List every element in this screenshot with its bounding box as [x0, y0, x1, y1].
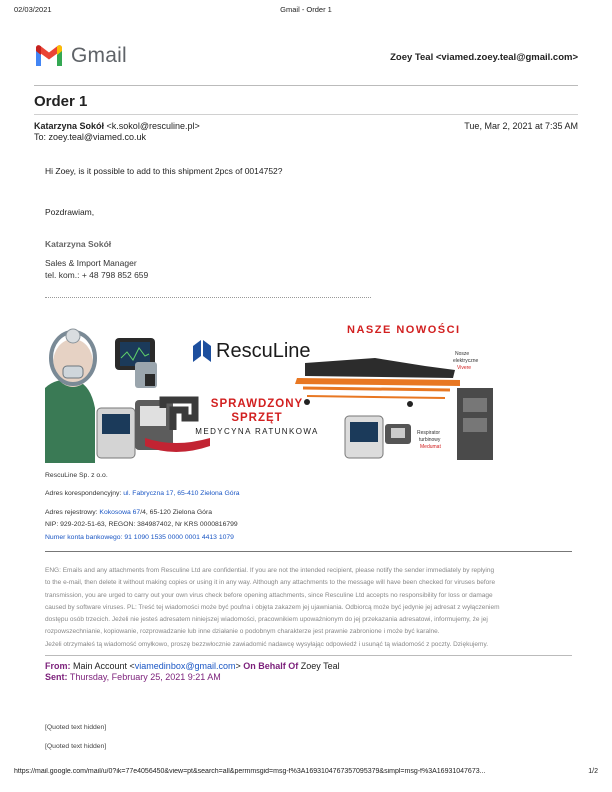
- signature-divider: [45, 297, 371, 298]
- note-ventilator-1: Respirator: [417, 430, 441, 436]
- gmail-logo-icon[interactable]: [34, 44, 64, 68]
- recipient-line: To: zoey.teal@viamed.co.uk: [34, 132, 147, 142]
- respirator-person-image: [45, 329, 95, 463]
- note-stretcher-1: Nosze: [455, 351, 470, 357]
- subject-divider: [34, 114, 578, 115]
- from-label: From:: [45, 661, 71, 671]
- disclaimer-line: Jeżeli otrzymałeś tą wiadomość omyłkowo, proszę bezzwłocznie zawiadomić nadawcę wysyłając odpowiedź i usunąć tą wiadomość z poczty. Dziękujemy.: [45, 640, 489, 648]
- company-name: RescuLine Sp. z o.o.: [45, 472, 108, 479]
- print-url: https://mail.google.com/mail/u/0?ik=77e4056450&view=pt&search=all&permmsgid=msg-f%3A1693104767357095379&simpl=msg-f%3A16931047673...: [14, 768, 486, 775]
- gmail-wordmark[interactable]: Gmail: [71, 44, 127, 67]
- slogan-line-1: SPRAWDZONY: [210, 398, 304, 410]
- quoted-text-toggle[interactable]: [Quoted text hidden]: [45, 743, 107, 750]
- disclaimer-line: transmission, you are urged to carry out your own virus check before opening attachments, since Resculine Ltd accepts no responsibility for loss or damage: [45, 591, 493, 599]
- registered-label: Adres rejestrowy:: [45, 509, 100, 516]
- page-number: 1/2: [588, 768, 598, 775]
- sent-value: Thursday, February 25, 2021 9:21 AM: [67, 672, 221, 682]
- sent-label: Sent:: [45, 672, 68, 682]
- email-subject: Order 1: [34, 93, 88, 110]
- body-text: Hi Zoey, is it possible to add to this shipment 2pcs of 0014752?: [45, 166, 283, 176]
- quoted-text-toggle[interactable]: [Quoted text hidden]: [45, 724, 107, 731]
- behalf-name: Zoey Teal: [300, 661, 340, 671]
- quoted-from-line: [45, 661, 340, 671]
- account-label: Zoey Teal <viamed.zoey.teal@gmail.com>: [390, 52, 578, 63]
- note-stretcher-3: Vivere: [457, 365, 472, 371]
- registered-address: [45, 509, 212, 516]
- bank-label: Numer konta bankowego:: [45, 534, 125, 541]
- sender-line: [34, 121, 200, 131]
- sender-email: <k.sokol@resculine.pl>: [106, 121, 200, 131]
- header-divider: [34, 85, 578, 86]
- quoted-divider: [45, 655, 572, 656]
- banner-heading: NASZE NOWOŚCI: [347, 324, 461, 336]
- disclaimer-divider: [45, 551, 572, 552]
- from-email-link[interactable]: viamedinbox@gmail.com: [134, 661, 236, 671]
- note-stretcher-2: elektryczne: [453, 358, 479, 364]
- signature-phone: tel. kom.: + 48 798 852 659: [45, 270, 149, 280]
- behalf-label: On Behalf Of: [240, 661, 301, 671]
- company-ids: NIP: 929-202-51-63, REGON: 384987402, Nr KRS 0000816799: [45, 521, 238, 528]
- resculine-wordmark: RescuLine: [216, 340, 311, 362]
- disclaimer-line: ENG: Emails and any attachments from Resculine Ltd are confidential. If you are not the intended recipient, please notify the sender immediately by replying: [45, 567, 495, 574]
- disclaimer-line: dostępu osób trzecich. Jeżeli nie jesteś adresatem niniejszej wiadomości, pracownikiem upoważnionym do jej przekazania adresatowi, informujemy, że jej: [45, 616, 488, 624]
- from-name: Main Account <: [70, 661, 135, 671]
- disclaimer-line: caused by software viruses. PL: Treść tej wiadomości może być poufna i objęta zakazem jej ujawniania. Odbiorcą może być jedynie jej adresat z wyłączeniem: [45, 603, 500, 611]
- print-date: 02/03/2021: [14, 5, 52, 14]
- print-title: Gmail - Order 1: [280, 5, 332, 14]
- note-ventilator-3: Medumat: [420, 444, 441, 450]
- bank-account: [45, 534, 234, 541]
- disclaimer: [45, 565, 570, 651]
- slogan-line-2: SPRZĘT: [231, 412, 283, 424]
- correspondence-address: [45, 490, 240, 497]
- signature-name: Katarzyna Sokół: [45, 239, 112, 249]
- cabinet-image: [457, 388, 493, 460]
- registered-rest: /4, 65-120 Zielona Góra: [140, 509, 213, 516]
- email-date: Tue, Mar 2, 2021 at 7:35 AM: [464, 121, 578, 131]
- signature-role: Sales & Import Manager: [45, 258, 137, 268]
- registered-link[interactable]: Kokosowa 67: [99, 509, 141, 516]
- disclaimer-line: to the e-mail, then delete it without making copies or using it in any way. Although any attachments to the message will have been checked for viruses before: [45, 579, 496, 587]
- quoted-sent-line: [45, 672, 221, 682]
- correspondence-link[interactable]: ul. Fabryczna 17, 65-410 Zielona Góra: [123, 490, 240, 497]
- promo-banner[interactable]: [45, 318, 495, 463]
- slogan-line-3: MEDYCYNA RATUNKOWA: [195, 427, 319, 436]
- sender-name: Katarzyna Sokół: [34, 121, 105, 131]
- from-close: >: [235, 661, 241, 671]
- bank-number-link[interactable]: 91 1090 1535 0000 0001 4413 1079: [124, 534, 234, 541]
- note-ventilator-2: turbinowy: [419, 437, 441, 443]
- greeting: Pozdrawiam,: [45, 207, 95, 217]
- disclaimer-line: rozpowszechnianie, kopiowanie, rozprowadzanie lub inne działanie o podobnym charakterze jest prawnie zabronione i może być karalne.: [45, 628, 440, 636]
- correspondence-label: Adres korespondencyjny:: [45, 490, 124, 497]
